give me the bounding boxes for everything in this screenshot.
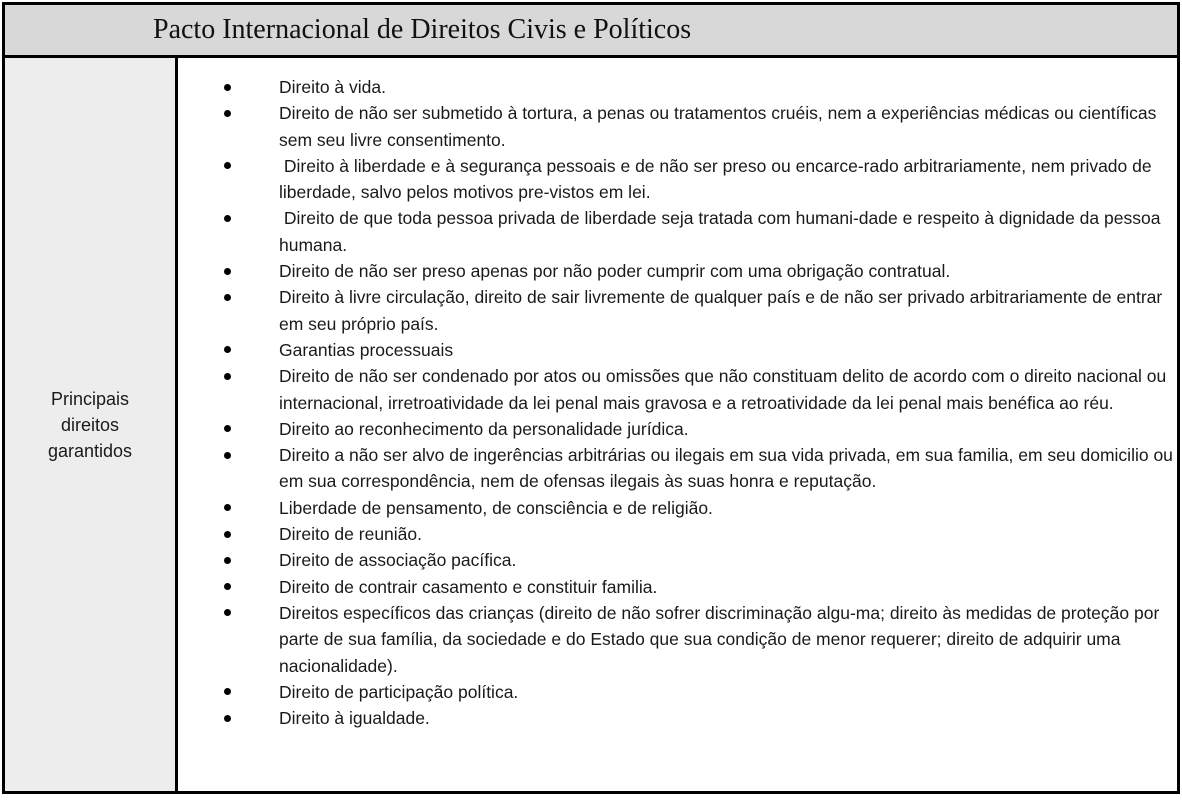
rights-list-item: Direito de associação pacífica.	[178, 547, 1175, 573]
rights-table	[2, 2, 1180, 794]
rights-list-item: Direito ao reconhecimento da personalidade jurídica.	[178, 416, 1175, 442]
rights-list-item: Garantias processuais	[178, 337, 1175, 363]
rights-list-item: Direito a não ser alvo de ingerências arbitrárias ou ilegais em sua vida privada, em sua familia, em seu domicilio ou em sua correspondência, nem de ofensas ilegais às suas honra e reputação.	[178, 442, 1175, 495]
rights-list-item: Direito à igualdade.	[178, 705, 1175, 731]
rights-list-item: Direito à livre circulação, direito de sair livremente de qualquer país e de não ser privado arbitrariamente de entrar em seu próprio país.	[178, 284, 1175, 337]
rights-list-item: Direitos específicos das crianças (direito de não sofrer discriminação algu-ma; direito às medidas de proteção por parte de sua família, da sociedade e do Estado que sua condição de menor requerer; direito de adquirir uma nacionalidade).	[178, 600, 1175, 679]
rights-list-item: Direito de contrair casamento e constituir familia.	[178, 574, 1175, 600]
row-label: Principais direitos garantidos	[47, 388, 133, 461]
rights-list-item: Direito de não ser submetido à tortura, a penas ou tratamentos cruéis, nem a experiências médicas ou científicas sem seu livre consentimento.	[178, 100, 1175, 153]
table-title: Pacto Internacional de Direitos Civis e Políticos	[153, 14, 692, 45]
rights-list-item: Direito de participação política.	[178, 679, 1175, 705]
table-body-row	[5, 58, 1177, 791]
rights-list-item: Direito de não ser condenado por atos ou omissões que não constituam delito de acordo com o direito nacional ou internacional, irretroatividade da lei penal mais gravosa e a retroatividade da lei penal mais benéfica ao réu.	[178, 363, 1175, 416]
table-title-cell	[5, 5, 1177, 58]
rights-list-item: Liberdade de pensamento, de consciência e de religião.	[178, 495, 1175, 521]
rights-list-item: Direito à vida.	[178, 74, 1175, 100]
rights-list-item: Direito de reunião.	[178, 521, 1175, 547]
rights-list-item: Direito de que toda pessoa privada de liberdade seja tratada com humani-dade e respeito à dignidade da pessoa humana.	[178, 205, 1175, 258]
rights-list-item: Direito à liberdade e à segurança pessoais e de não ser preso ou encarce-rado arbitrariamente, nem privado de liberdade, salvo pelos motivos pre-vistos em lei.	[178, 153, 1175, 206]
rights-list-cell	[178, 58, 1177, 791]
rights-list-item: Direito de não ser preso apenas por não poder cumprir com uma obrigação contratual.	[178, 258, 1175, 284]
row-label-cell	[5, 58, 178, 791]
rights-list	[178, 74, 1178, 731]
document-page	[0, 2, 1182, 806]
